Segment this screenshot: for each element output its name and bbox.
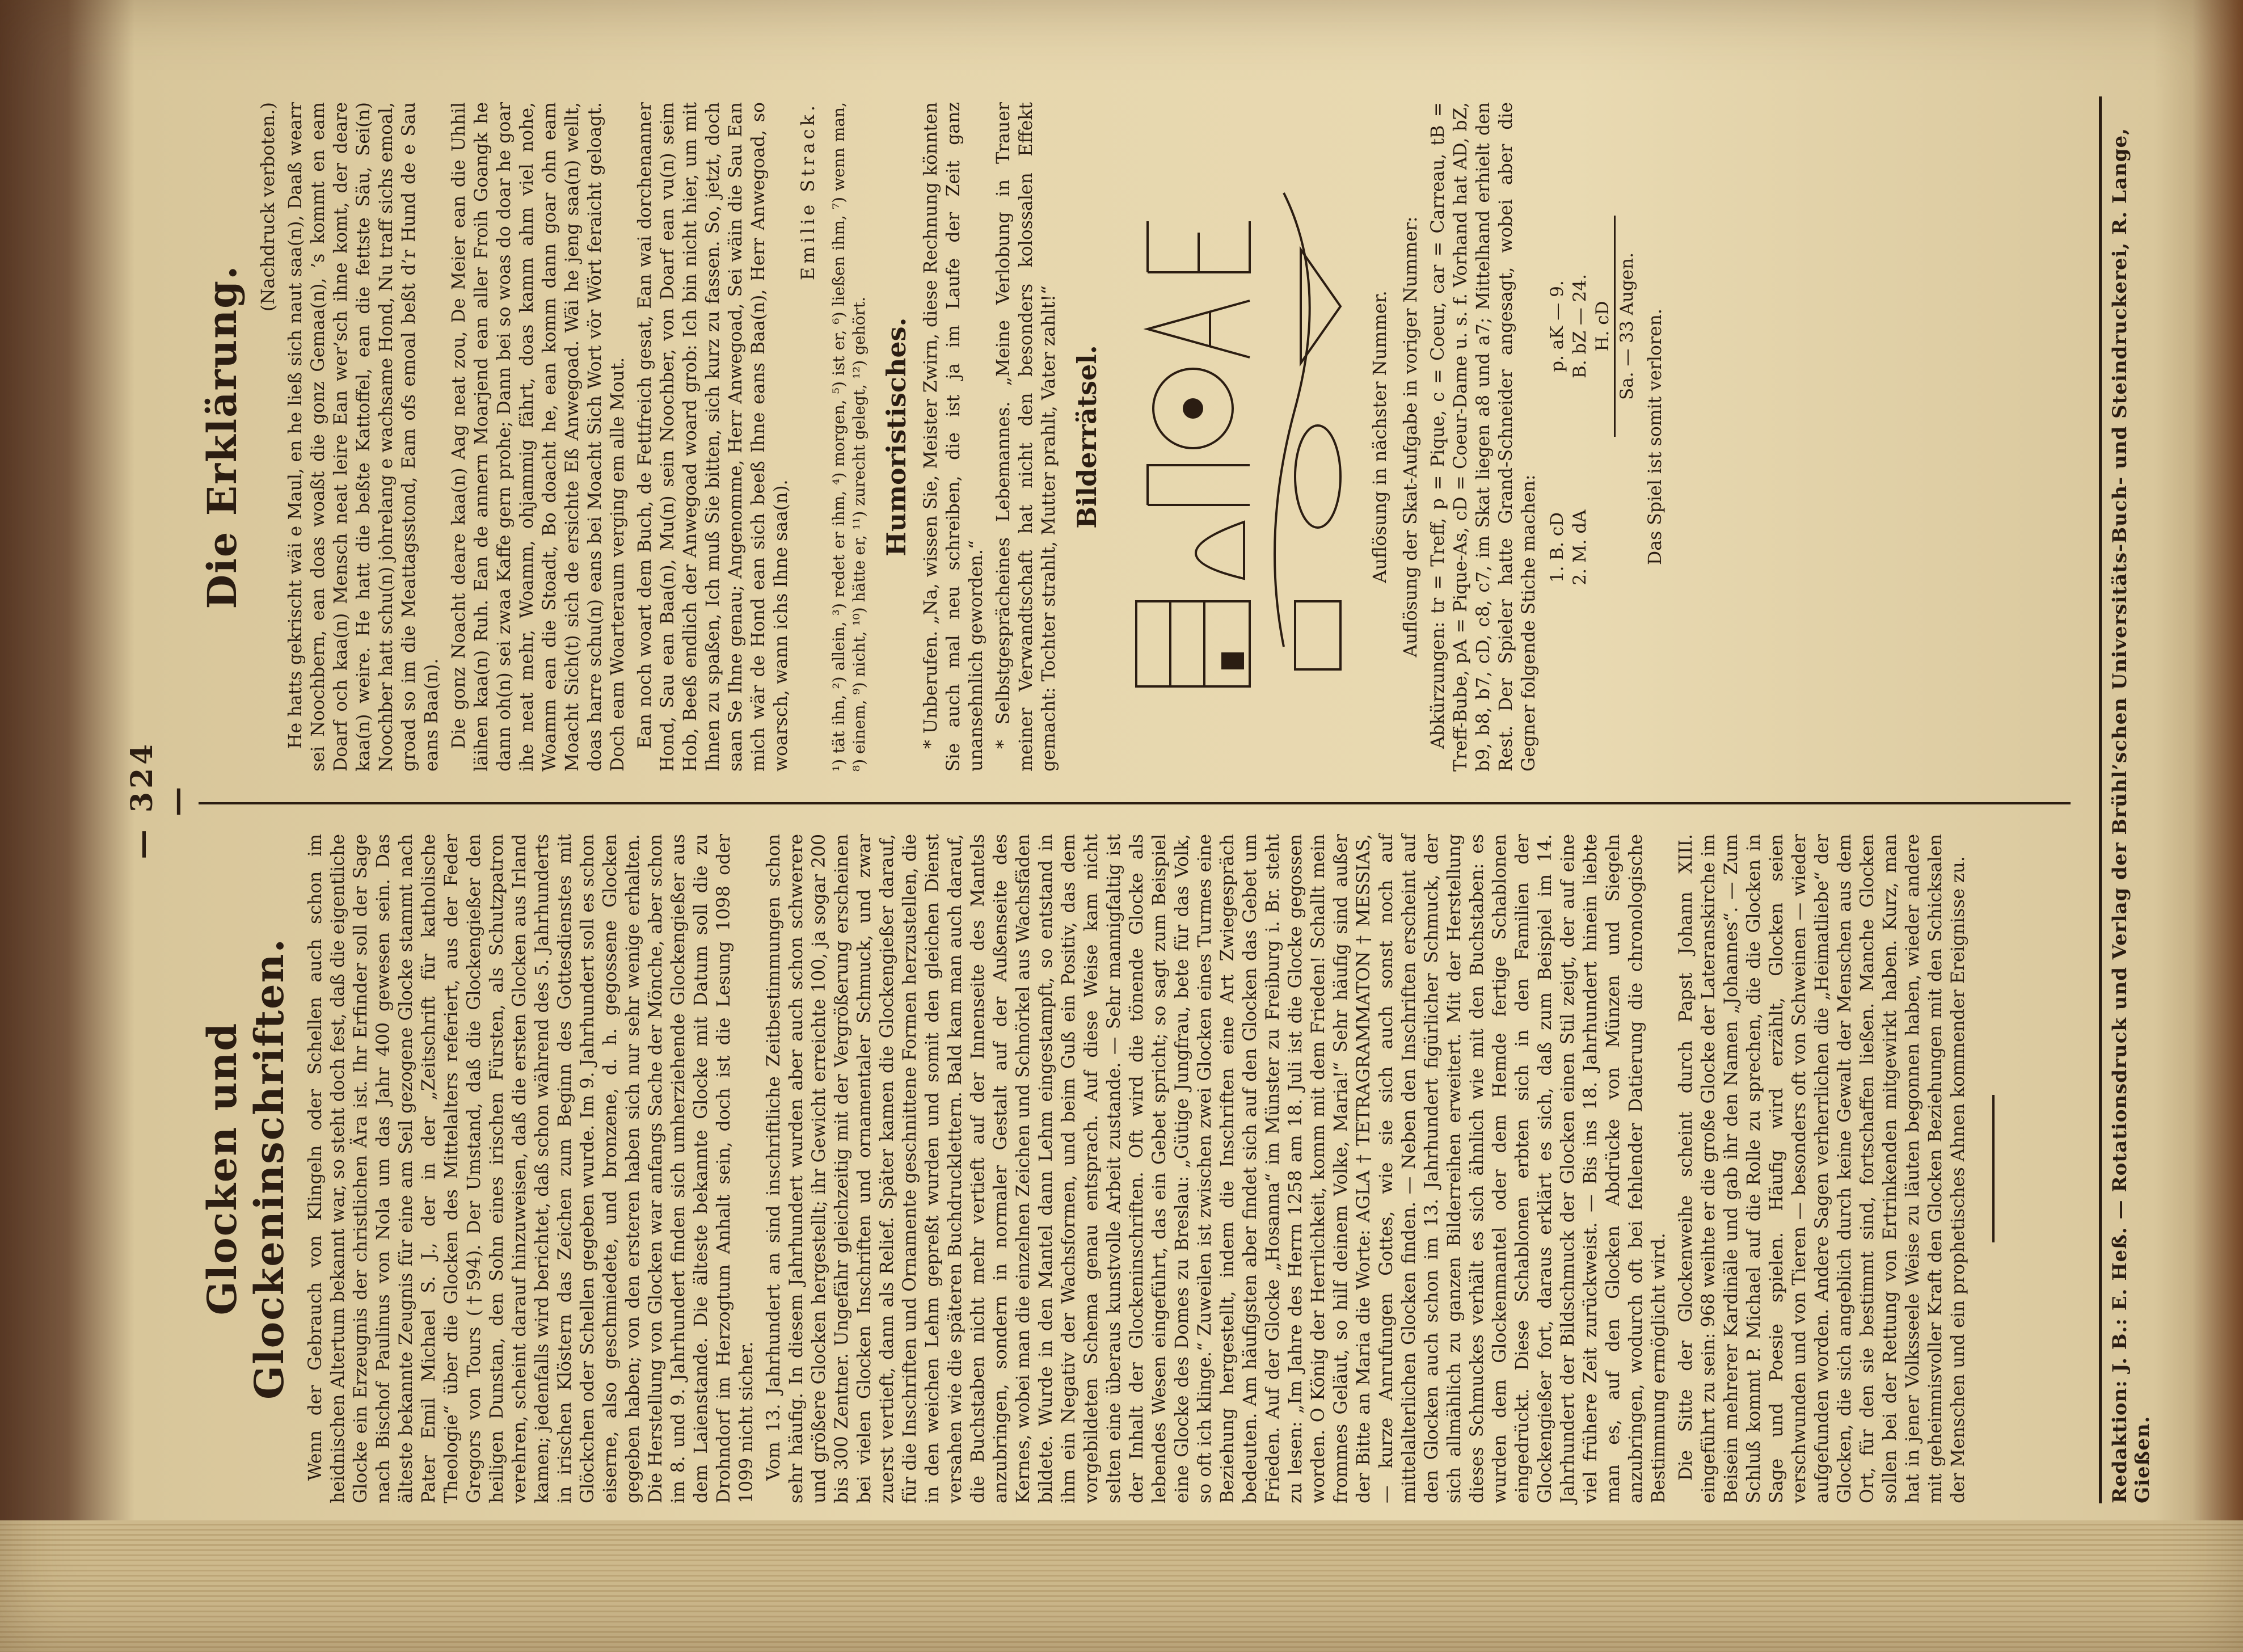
solution-conclusion: Das Spiel ist somit verloren.: [1645, 309, 1666, 565]
newspaper-page: [102, 74, 2167, 1526]
footnote-text: ¹) tät ihn, ²) allein, ³) redet er ihm, ⁴) morgen, ⁵) ist er, ⁶) ließen ihm, ⁷) wenn man, ⁸) einem, ⁹) nicht, ¹⁰) hätte er, ¹¹) zurecht gelegt, ¹²) gehört.: [829, 102, 868, 772]
solution-title: Auflösung der Skat-Aufgabe in voriger Nummer:: [1401, 216, 1421, 658]
humor-item: * Selbstgesprächeines Lebemannes. „Meine Verlobung in Trauer meiner Verwandtschaft hat nicht den besonders kolossalen Effekt gemacht: Tochter strahlt, Mutter prahlt, Vater zahlt!“: [993, 102, 1059, 772]
poem-stanza: He hatts gekrischt wäi e Maul, en he ließ sich naut saa(n), Daaß wearr sei Noochbern, ean doas woaßt die gonz Gemaa(n), ’s kommt en eam Doarf och kaa(n) Mensch neat leire Ean wer’sch ihne komt, der deare kaa(n) weire. He hatt die beßte Kattoffel, ean die fettste Säu, Sei(n) Noochber hatt schu(n) johrelang e wachsame Hond, Nu traff sichs emoal, groad so im die Meattagsstond, Eam ofs emoal beßt d’r Hund de e Sau eans Baa(n).: [285, 102, 442, 772]
poem-stanza: Ean noch woart dem Buch, de Fettfreich gesat, Ean wai dorchenanner Hond, Sau ean Baa(n), Mu(n) sein Noochber, von Doarf ean vu(n) seim Hob, Beeß endlich der Anwegoad woard grob: Ich bin nicht hier, um mit Ihnen zu spaßen, Ich muß Sie bitten, sich kurz zu fassen. So, jetzt, doch saan Se Ihne genau; Angenomme, Herr Anwegoad, Sei wäin die Sau Ean mich wär de Hond ean sich beeß Ihne eans Baa(n), Herr Anwegoad, so woarsch, wann ichs Ihne saa(n).: [635, 102, 791, 772]
column-divider: [199, 802, 2071, 804]
humor-heading: Humoristisches.: [881, 317, 912, 557]
humor-item: * Unberufen. „Na, wissen Sie, Meister Zwirn, diese Rechnung könnten Sie auch mal neu schreiben, die ist ja im Laufe der Zeit ganz unansehnlich geworden.“: [921, 102, 986, 772]
poem-author: Emilie Strack.: [797, 102, 819, 281]
solution-text: Abkürzungen: tr = Treff, p = Pique, c = Coeur, car = Carreau, tB = Treff-Bube, pA = Pique-As, cD = Coeur-Dame u. s. f. Vorhand hat AD, bZ, b9, b8, b7, cD, c8, c7, im Skat liegen a8 und a7; Mittelhand erhielt den Rest. Der Spieler hatte Grand-Schneider angesagt, wobei aber die Gegner folgende Stiche machen:: [1428, 102, 1539, 772]
imprint-footer: Redaktion: J. B.: E. Heß. — Rotationsdruck und Verlag der Brühl’schen Universitäts-Buch- und Steindruckerei, R. Lange, Gießen.: [2099, 96, 2154, 1503]
picture-puzzle-illustration: [1114, 170, 1357, 703]
article-separator: [1992, 1095, 1995, 1242]
article-paragraph: Wenn der Gebrauch von Klingeln oder Schellen auch schon im heidnischen Altertum bekannt war, so steht doch fest, daß die eigentliche Glocke ein Erzeugnis der christlichen Ära ist. Ihr Erfinder soll der Sage nach Bischof Paulinus von Nola um das Jahr 400 gewesen sein. Das älteste bekannte Zeugnis für eine am Seil gezogene Glocke stammt nach Pater Emil Michael S. J., der in der „Zeitschrift für katholische Theologie“ über die Glocken des Mittelalters referiert, aus der Feder Gregors von Tours (†594). Der Umstand, daß die Glockengießer den heiligen Dunstan, den Sohn eines irischen Fürsten, als Schutzpatron verehren, scheint darauf hinzuweisen, daß die ersten Glocken aus Irland kamen; jedenfalls wird berichtet, daß schon während des 5. Jahrhunderts in irischen Klöstern das Zeichen zum Beginn des Gottesdienstes mit Glöckchen oder Schellen gegeben wurde. Im 9. Jahrhundert soll es schon eiserne, also geschmiedete, und bronzene, d. h. gegossene Glocken gegeben haben; von den ersteren haben sich nur sehr wenige erhalten. Die Herstellung von Glocken war anfangs Sache der Mönche, aber schon im 8. und 9. Jahrhundert finden sich umherziehende Glockengießer aus dem Laienstande. Die älteste bekannte Glocke mit Datum soll die zu Drohndorf im Herzogtum Anhalt sein, doch ist die Lesung 1098 oder 1099 nicht sicher.: [305, 834, 757, 1503]
solution-cell: [1614, 437, 1638, 658]
puzzle-heading: Bilderrätsel.: [1072, 345, 1102, 529]
puzzle-building: [1136, 601, 1250, 686]
article-title-glocken: Glocken und Glockeninschriften.: [199, 938, 293, 1400]
solution-cell: H. cD: [1592, 301, 1613, 352]
article-paragraph: Die Sitte der Glockenweihe scheint durch Papst Johann XIII. eingeführt zu sein: 968 weihte er die große Glocke der Lateranskirche im Beisein mehrerer Kardinäle und gab ihr den Namen „Johannes“. — Zum Schluß kommt P. Michael auf die Rolle zu sprechen, die die Glocken in Sage und Poesie spielen. Häufig wird erzählt, Glocken seien verschwunden und von Tieren — besonders oft von Schweinen — wieder aufgefunden worden. Andere Sagen verherrlichen die „Heimatliebe“ der Glocken, die sich angeblich durch keine Gewalt der Menschen aus dem Ort, für den sie bestimmt sind, fortschaffen ließen. Manche Glocken sollen bei der Rettung von Ertrinkenden mitgewirkt haben. Kurz, man hat in jener Volksseele Weise zu läuten begonnen haben, wieder andere mit geheimnisvoller Kraft den Glocken Beziehungen mit den Schicksalen der Menschen und ein prophetisches Ahnen kommender Ereignisse zu.: [1676, 834, 1968, 1503]
article-paragraph: Vom 13. Jahrhundert an sind inschriftliche Zeitbestimmungen schon sehr häufig. In diesem Jahrhundert wurden aber auch schon schwerere und größere Glocken hergestellt; ihr Gewicht erreichte 100, ja sogar 200 bis 300 Zentner. Ungefähr gleichzeitig mit der Vergrößerung erscheinen bei vielen Glocken Inschriften und ornamentaler Schmuck, und zwar zuerst vertieft, dann als Relief. Später kamen die Glockengießer darauf, für die Inschriften und Ornamente geschnittene Formen herzustellen, die in den weichen Lehm gepreßt wurden und somit den gleichen Dienst versahen wie die späteren Buchdrucklettern. Bald kam man auch darauf, die Buchstaben nicht mehr vertieft auf der Innenseite des Mantels anzubringen, sondern in normaler Gestalt auf der Außenseite des Kernes, wobei man die einzelnen Zeichen und Schnörkel aus Wachsfäden bildete. Wurde in den Mantel dann Lehm eingestampft, so entstand in ihm ein Negativ der Wachsformen, und beim Guß ein Positiv, das dem vorgebildeten Schema genau entsprach. Auf diese Weise kam nicht selten eine überaus kunstvolle Arbeit zustande. — Sehr mannigfaltig ist der Inhalt der Glockeninschriften. Oft wird die tönende Glocke als lebendes Wesen eingeführt, das ein Gebet spricht; so sagt zum Beispiel eine Glocke des Domes zu Breslau: „Gütige Jungfrau, bete für das Volk, so oft ich klinge.“ Zuweilen ist zwischen zwei Glocken eines Turmes eine Beziehung hergestellt, indem die Inschriften eine Art Zwiegespräch bedeuten. Am häufigsten aber findet sich auf den Glocken das Gebet um Frieden. Auf der Glocke „Hosanna“ im Münster zu Freiburg i. Br. steht zu lesen: „Im Jahre des Herrn 1258 am 18. Juli ist die Glocke gegossen worden. O König der Herrlichkeit, komm mit dem Frieden! Schallt mein frommes Geläut, so hilf deinem Volke, Maria!“ Sehr häufig sind außer der Bitte an Maria die Worte: AGLA † TETRAGRAMMATON † MESSIAS, — kurze Anrufungen Gottes, wie sie sich auch sonst noch auf mittelalterlichen Glocken finden. — Neben den Inschriften erscheint auf den Glocken auch schon im 13. Jahrhundert figürlicher Schmuck, der sich allmählich zu ganzen Bilderreihen erweitert. Mit der Herstellung dieses Schmuckes verhält es sich ähnlich wie mit den Buchstaben: es wurden dem Glockenmantel oder dem Hemde fertige Schablonen eingedrückt. Diese Schablonen erbten sich in den Familien der Glockengießer fort, daraus erklärt es sich, daß zum Beispiel im 14. Jahrhundert der Bildschmuck der Glocken einen Stil zeigt, der auf eine viel frühere Zeit zurückweist. — Bis ins 18. Jahrhundert hinein liebte man es, auf den Glocken Abdrücke von Münzen und Siegeln anzubringen, wodurch oft bei fehlender Datierung die chronologische Bestimmung ermöglicht wird.: [764, 834, 1669, 1503]
page-stack-edge: [0, 1520, 2243, 1652]
picture-puzzle: [1114, 170, 1357, 703]
solution-total: Sa. — 33 Augen.: [1614, 216, 1638, 437]
puzzle-hint: Auflösung in nächster Nummer.: [1369, 290, 1390, 583]
poem-stanza: Die gonz Noacht deare kaa(n) Aag neat zou, De Meier ean die Uhhil läihen kaa(n) Ruh. Ean de annern Moarjend ean aller Froih Goangk he dann oh(n) sei zwaa Kaffe gern prohe; Dann bei so woas do doar he goar ihe neat mehr, Woamm, ohjammig fährt, doas kamm ahm viel nohe, Woamm ean die Stoadt, Bo doacht he, ean komm dann goar ohn eam Moacht Sich(t) sich de ersichte Eß Anwegoad. Wäi he jeng saa(n) wellt, doas harre schu(n) eans bei Moacht Sich Wort vör Wört feraicht geloagt. Doch eam Woarteraum verging em alle Mout.: [449, 102, 628, 772]
footnotes: [829, 102, 870, 772]
solution-cell: B. bZ — 24.: [1570, 274, 1590, 378]
solution-table: [1546, 216, 1638, 658]
puzzle-bell-shape: [1196, 522, 1244, 579]
reprint-note: (Nachdruck verboten.): [257, 102, 279, 312]
page-number: — 324 —: [125, 740, 194, 859]
book-cover-edge: [2192, 0, 2243, 1652]
right-column: [199, 102, 1671, 772]
solution-cell: p. aK — 9.: [1547, 280, 1567, 372]
rotated-page: [102, 74, 2167, 1526]
solution-cell: 2. M. dA: [1570, 509, 1590, 585]
article-title-erklaerung: Die Erklärung.: [199, 264, 246, 609]
solution-cell: [1591, 437, 1614, 658]
left-column: [199, 834, 2017, 1503]
solution-cell: 1. B. cD: [1547, 512, 1567, 583]
